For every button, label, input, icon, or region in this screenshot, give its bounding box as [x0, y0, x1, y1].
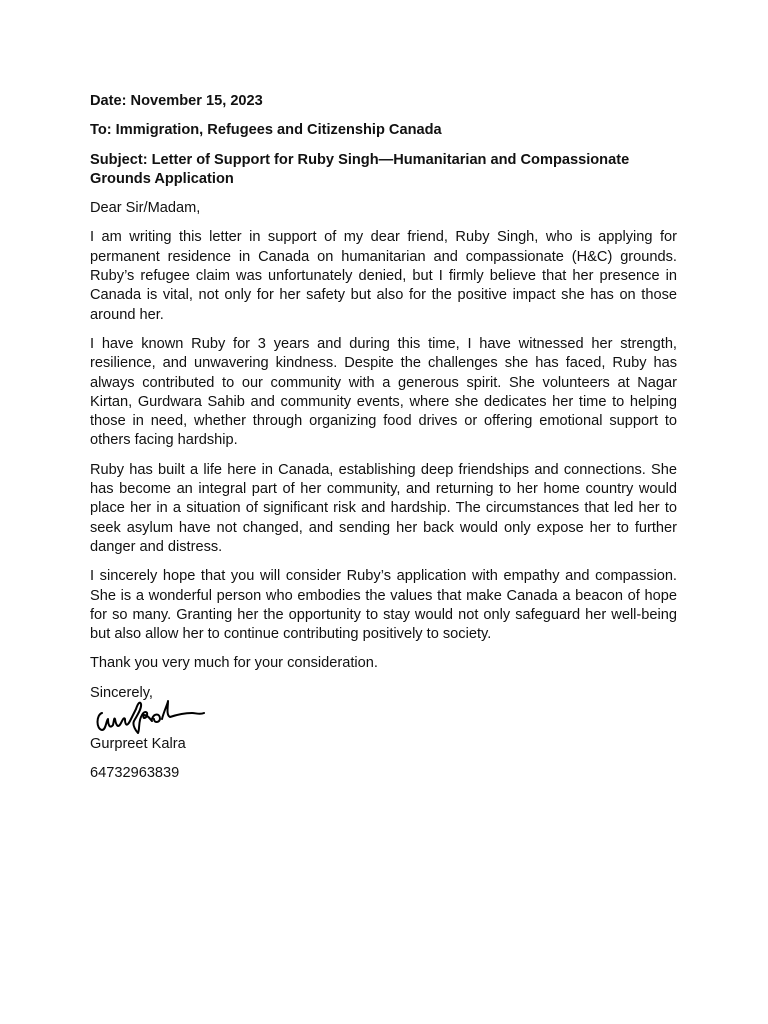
- letter-recipient: To: Immigration, Refugees and Citizenship Canada: [90, 122, 442, 139]
- signer-phone: 64732963839: [90, 765, 180, 782]
- body-paragraph-3: Ruby has built a life here in Canada, establishing deep friendships and connections. She has become an integral part of her community, and returning to her home country would place her in a situation of significant risk and hardship. The circumstances that led her to seek asylum have not changed, and sending her back would only expose her to further danger and distress.: [90, 461, 677, 555]
- signer-name: Gurpreet Kalra: [90, 736, 186, 753]
- salutation: Dear Sir/Madam,: [90, 200, 201, 217]
- body-paragraph-4: I sincerely hope that you will consider Ruby’s application with empathy and compassion. She is a wonderful person who embodies the values that make Canada a beacon of hope for so many. Granting her the opportunity to stay would not only safeguard her well-being but also allow her to continue contributing positively to society.: [90, 568, 677, 643]
- closing: Sincerely,: [90, 684, 153, 701]
- thanks-line: Thank you very much for your consideration.: [90, 655, 378, 672]
- letter-date: Date: November 15, 2023: [90, 93, 263, 109]
- letter: [90, 92, 677, 794]
- body-paragraph-2: I have known Ruby for 3 years and during this time, I have witnessed her strength, resilience, and unwavering kindness. Despite the challenges she has faced, Ruby has always contributed to our community with a generous spirit. She volunteers at Nagar Kirtan, Gurdwara Sahib and community events, where she dedicates her time to helping those in need, whether through organizing food drives or offering emotional support to others facing hardship.: [90, 335, 677, 449]
- body-paragraph-1: I am writing this letter in support of my dear friend, Ruby Singh, who is applying for permanent residence in Canada on humanitarian and compassionate (H&C) grounds. Ruby’s refugee claim was unfortunately denied, but I firmly believe that her presence in Canada is vital, not only for her safety but also for the positive impact she has on those around her.: [90, 229, 677, 323]
- letter-subject: Subject: Letter of Support for Ruby Singh—Humanitarian and Compassionate Grounds Application: [90, 151, 630, 187]
